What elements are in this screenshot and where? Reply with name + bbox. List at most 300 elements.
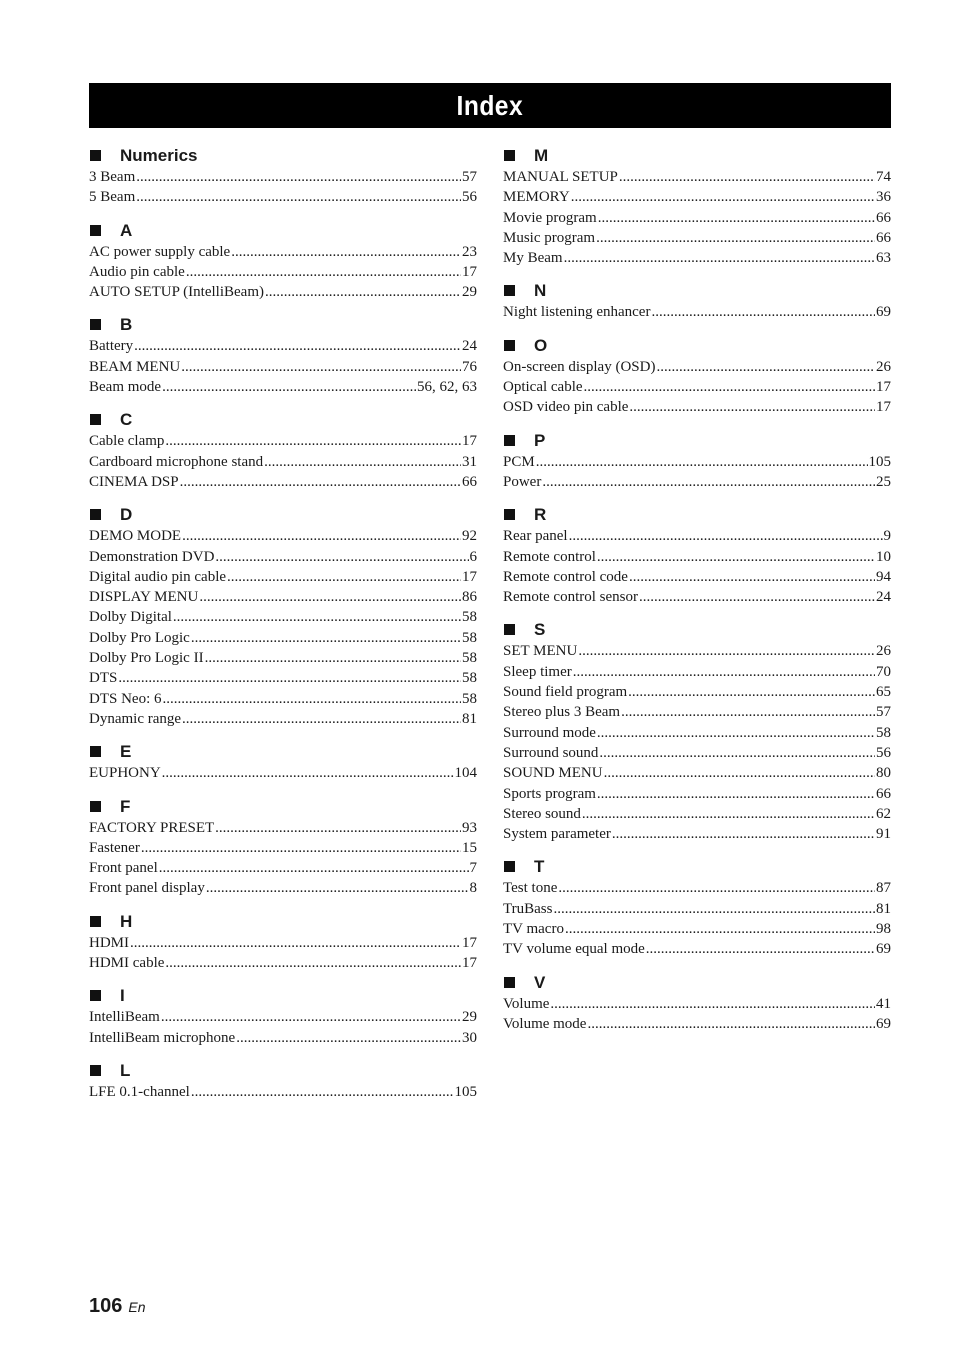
index-page-ref: 29 <box>462 1009 477 1026</box>
index-term: Sleep timer <box>503 663 572 680</box>
dot-leader <box>619 167 875 187</box>
index-section <box>89 1059 477 1102</box>
index-page-ref: 57 <box>876 704 891 721</box>
section-heading <box>89 910 477 933</box>
square-bullet-icon <box>504 977 515 988</box>
dot-leader <box>265 282 461 302</box>
dot-leader <box>628 682 875 702</box>
index-term: DEMO MODE <box>89 528 182 545</box>
dot-leader <box>646 939 875 959</box>
index-entry <box>503 641 891 661</box>
index-section <box>503 618 891 844</box>
square-bullet-icon <box>90 1065 101 1076</box>
index-page-ref: 9 <box>883 528 891 545</box>
index-term: TV macro <box>503 921 564 938</box>
index-page-ref: 69 <box>876 1015 891 1032</box>
index-term: Cardboard microphone stand <box>89 453 264 470</box>
index-page-ref: 8 <box>469 880 477 897</box>
index-column-left <box>89 144 477 1113</box>
index-term: IntelliBeam <box>89 1009 160 1026</box>
section-heading-label: H <box>120 911 133 931</box>
index-entry <box>503 452 891 472</box>
dot-leader <box>584 377 875 397</box>
index-page-ref: 81 <box>462 710 477 727</box>
square-bullet-icon <box>90 509 101 520</box>
section-heading-label: F <box>120 796 131 816</box>
index-term: Volume <box>503 995 550 1012</box>
index-term: Cable clamp <box>89 433 165 450</box>
index-entry <box>89 377 477 397</box>
index-term: HDMI cable <box>89 955 165 972</box>
index-page-ref: 74 <box>876 169 891 185</box>
index-entry <box>89 336 477 356</box>
square-bullet-icon <box>504 340 515 351</box>
dot-leader <box>136 167 461 187</box>
dot-leader <box>191 628 461 648</box>
dot-leader <box>564 248 875 268</box>
page-number: 106 <box>89 1295 123 1317</box>
index-term: LFE 0.1-channel <box>89 1083 190 1100</box>
index-title-bar <box>89 83 891 128</box>
index-entry <box>89 547 477 567</box>
index-entry <box>503 567 891 587</box>
index-entry <box>89 567 477 587</box>
index-page-ref: 58 <box>462 650 477 667</box>
index-page-ref: 57 <box>462 169 477 185</box>
index-term: DTS Neo: 6 <box>89 690 162 707</box>
language-code: En <box>128 1299 146 1315</box>
index-page-ref: 30 <box>462 1029 477 1046</box>
index-entry <box>503 208 891 228</box>
index-entry <box>89 648 477 668</box>
index-section <box>89 503 477 729</box>
index-entry <box>89 431 477 451</box>
section-heading <box>89 219 477 242</box>
index-page-ref: 17 <box>876 379 891 396</box>
index-term: Rear panel <box>503 528 568 545</box>
index-entry <box>503 662 891 682</box>
section-heading <box>89 795 477 818</box>
index-page-ref: 105 <box>868 453 891 470</box>
section-heading <box>503 503 891 526</box>
square-bullet-icon <box>90 225 101 236</box>
section-heading <box>89 144 477 167</box>
dot-leader <box>639 587 875 607</box>
index-entry <box>503 878 891 898</box>
index-entry <box>89 858 477 878</box>
dot-leader <box>215 818 461 838</box>
index-entry <box>89 472 477 492</box>
dot-leader <box>604 763 875 783</box>
index-entry <box>503 899 891 919</box>
dot-leader <box>161 1007 461 1027</box>
index-entry <box>503 682 891 702</box>
index-term: Volume mode <box>503 1015 587 1032</box>
index-page-ref: 56 <box>876 744 891 761</box>
index-page-ref: 56 <box>462 189 477 206</box>
dot-leader <box>215 547 468 567</box>
section-heading <box>89 1059 477 1082</box>
index-term: Sound field program <box>503 684 628 701</box>
index-section <box>89 984 477 1048</box>
index-term: EUPHONY <box>89 765 161 782</box>
index-page-ref: 87 <box>876 880 891 897</box>
index-section <box>89 740 477 783</box>
dot-leader <box>191 1082 454 1102</box>
index-term: Remote control sensor <box>503 589 638 606</box>
index-term: TruBass <box>503 900 553 917</box>
dot-leader <box>136 187 461 207</box>
index-term: FACTORY PRESET <box>89 819 215 836</box>
section-heading-label: D <box>120 505 133 525</box>
index-entry <box>503 547 891 567</box>
index-term: Dolby Pro Logic II <box>89 650 204 667</box>
index-page-ref: 17 <box>462 568 477 585</box>
index-term: System parameter <box>503 826 611 843</box>
index-section <box>503 971 891 1035</box>
index-page-ref: 36 <box>876 189 891 206</box>
index-term: Digital audio pin cable <box>89 568 227 585</box>
index-entry <box>89 689 477 709</box>
index-entry <box>89 1007 477 1027</box>
index-entry <box>89 526 477 546</box>
index-page-ref: 17 <box>462 934 477 951</box>
section-heading-label: T <box>534 857 545 877</box>
index-entry <box>89 628 477 648</box>
dot-leader <box>651 302 875 322</box>
dot-leader <box>159 858 469 878</box>
index-term: Audio pin cable <box>89 263 185 280</box>
index-entry <box>503 377 891 397</box>
square-bullet-icon <box>90 990 101 1001</box>
index-term: Fastener <box>89 839 140 856</box>
square-bullet-icon <box>504 150 515 161</box>
dot-leader <box>231 242 461 262</box>
section-heading <box>503 971 891 994</box>
index-section <box>503 334 891 418</box>
dot-leader <box>264 452 461 472</box>
index-term: Dolby Digital <box>89 609 172 626</box>
index-page-ref: 26 <box>876 358 891 375</box>
square-bullet-icon <box>504 624 515 635</box>
index-entry <box>503 784 891 804</box>
index-term: SOUND MENU <box>503 765 603 782</box>
index-entry <box>503 1014 891 1034</box>
index-entry <box>503 302 891 322</box>
index-page-ref: 58 <box>462 690 477 707</box>
index-page-ref: 80 <box>876 765 891 782</box>
index-page-ref: 58 <box>462 609 477 626</box>
index-entry <box>89 452 477 472</box>
index-entry <box>503 587 891 607</box>
index-term: Remote control code <box>503 568 628 585</box>
index-term: Dynamic range <box>89 710 182 727</box>
dot-leader <box>134 336 461 356</box>
index-term: Optical cable <box>503 379 583 396</box>
index-entry <box>89 838 477 858</box>
index-page-ref: 29 <box>462 284 477 301</box>
index-term: DTS <box>89 670 118 687</box>
dot-leader <box>227 567 461 587</box>
dot-leader <box>542 472 875 492</box>
index-term: Music program <box>503 229 596 246</box>
index-section <box>89 408 477 492</box>
index-page-ref: 26 <box>876 643 891 660</box>
index-section <box>89 144 477 208</box>
dot-leader <box>180 472 461 492</box>
section-heading-label: O <box>534 335 548 355</box>
section-heading <box>89 313 477 336</box>
square-bullet-icon <box>504 509 515 520</box>
index-section <box>503 144 891 268</box>
dot-leader <box>205 648 461 668</box>
index-term: Power <box>503 473 542 490</box>
index-term: Sports program <box>503 785 596 802</box>
index-entry <box>503 248 891 268</box>
dot-leader <box>597 784 875 804</box>
index-page-ref: 23 <box>462 243 477 260</box>
index-entry <box>503 824 891 844</box>
index-entry <box>89 953 477 973</box>
index-term: PCM <box>503 453 535 470</box>
index-section <box>503 279 891 322</box>
index-section <box>89 313 477 397</box>
index-section <box>89 219 477 303</box>
index-page-ref: 76 <box>462 358 477 375</box>
index-page-ref: 41 <box>876 995 891 1012</box>
index-page-ref: 69 <box>876 304 891 321</box>
index-entry <box>89 818 477 838</box>
index-page-ref: 66 <box>876 209 891 226</box>
section-heading-label: S <box>534 620 546 640</box>
index-term: 3 Beam <box>89 169 136 185</box>
index-term: Stereo plus 3 Beam <box>503 704 621 721</box>
page-footer <box>89 1295 146 1318</box>
dot-leader <box>182 526 461 546</box>
index-term: Surround mode <box>503 724 596 741</box>
dot-leader <box>163 689 462 709</box>
index-term: TV volume equal mode <box>503 941 645 958</box>
index-entry <box>89 709 477 729</box>
index-page-ref: 17 <box>462 263 477 280</box>
dot-leader <box>165 431 461 451</box>
index-entry <box>503 723 891 743</box>
index-term: IntelliBeam microphone <box>89 1029 236 1046</box>
index-entry <box>503 994 891 1014</box>
section-heading-label: N <box>534 281 547 301</box>
index-term: SET MENU <box>503 643 578 660</box>
dot-leader <box>569 526 883 546</box>
section-heading-label: M <box>534 146 549 165</box>
index-term: Beam mode <box>89 379 162 396</box>
square-bullet-icon <box>90 916 101 927</box>
page-title: Index <box>456 89 524 121</box>
dot-leader <box>612 824 875 844</box>
index-page-ref: 24 <box>876 589 891 606</box>
index-term: Test tone <box>503 880 558 897</box>
index-entry <box>89 1082 477 1102</box>
dot-leader <box>118 668 461 688</box>
dot-leader <box>598 208 875 228</box>
index-entry <box>89 357 477 377</box>
dot-leader <box>536 452 868 472</box>
dot-leader <box>599 743 875 763</box>
index-page-ref: 93 <box>462 819 477 836</box>
section-heading <box>503 279 891 302</box>
index-section <box>89 910 477 974</box>
index-page-ref: 65 <box>876 684 891 701</box>
index-section <box>503 855 891 959</box>
dot-leader <box>173 607 461 627</box>
index-entry <box>89 878 477 898</box>
index-page-ref: 66 <box>876 785 891 802</box>
index-entry <box>89 262 477 282</box>
index-page-ref: 10 <box>876 548 891 565</box>
index-term: BEAM MENU <box>89 358 181 375</box>
index-entry <box>89 587 477 607</box>
dot-leader <box>578 641 875 661</box>
section-heading <box>503 144 891 167</box>
index-entry <box>89 282 477 302</box>
section-heading-label: B <box>120 315 133 335</box>
section-heading <box>89 740 477 763</box>
index-page-ref: 17 <box>876 399 891 416</box>
dot-leader <box>571 187 875 207</box>
section-heading <box>503 334 891 357</box>
index-term: Movie program <box>503 209 597 226</box>
dot-leader <box>182 709 461 729</box>
index-page-ref: 58 <box>462 670 477 687</box>
index-term: My Beam <box>503 250 563 267</box>
index-entry <box>503 919 891 939</box>
index-term: On-screen display (OSD) <box>503 358 656 375</box>
index-page-ref: 66 <box>876 229 891 246</box>
index-term: HDMI <box>89 934 129 951</box>
index-term: Demonstration DVD <box>89 548 215 565</box>
index-section <box>503 429 891 493</box>
index-term: Surround sound <box>503 744 599 761</box>
index-entry <box>89 933 477 953</box>
index-term: OSD video pin cable <box>503 399 629 416</box>
section-heading <box>89 408 477 431</box>
index-entry <box>89 242 477 262</box>
square-bullet-icon <box>90 414 101 425</box>
dot-leader <box>162 377 416 397</box>
index-page-ref: 98 <box>876 921 891 938</box>
section-heading-label: E <box>120 742 132 762</box>
section-heading <box>89 503 477 526</box>
index-entry <box>503 357 891 377</box>
index-entry <box>503 526 891 546</box>
square-bullet-icon <box>504 435 515 446</box>
index-term: CINEMA DSP <box>89 473 179 490</box>
dot-leader <box>629 567 875 587</box>
section-heading-label: P <box>534 430 546 450</box>
square-bullet-icon <box>90 746 101 757</box>
index-section <box>503 503 891 607</box>
section-heading-label: R <box>534 505 547 525</box>
index-entry <box>503 187 891 207</box>
index-entry <box>503 228 891 248</box>
index-page-ref: 56, 62, 63 <box>417 379 477 396</box>
index-entry <box>503 472 891 492</box>
index-page-ref: 94 <box>876 568 891 585</box>
dot-leader <box>206 878 469 898</box>
index-entry <box>89 607 477 627</box>
dot-leader <box>162 763 454 783</box>
index-entry <box>89 167 477 187</box>
dot-leader <box>582 804 875 824</box>
dot-leader <box>130 933 461 953</box>
section-heading <box>503 618 891 641</box>
index-page-ref: 86 <box>462 589 477 606</box>
dot-leader <box>553 899 875 919</box>
section-heading-label: A <box>120 220 133 240</box>
dot-leader <box>596 228 875 248</box>
index-term: MANUAL SETUP <box>503 169 618 185</box>
section-heading <box>89 984 477 1007</box>
index-page-ref: 25 <box>876 473 891 490</box>
section-heading-label: I <box>120 986 125 1006</box>
index-term: Remote control <box>503 548 596 565</box>
index-page-ref: 81 <box>876 900 891 917</box>
index-term: 5 Beam <box>89 189 136 206</box>
index-page-ref: 31 <box>462 453 477 470</box>
index-entry <box>89 763 477 783</box>
dot-leader <box>597 547 875 567</box>
dot-leader <box>656 357 875 377</box>
dot-leader <box>236 1028 461 1048</box>
index-page-ref: 6 <box>469 548 477 565</box>
section-heading-label: C <box>120 410 133 430</box>
dot-leader <box>587 1014 875 1034</box>
index-term: DISPLAY MENU <box>89 589 199 606</box>
square-bullet-icon <box>504 285 515 296</box>
section-heading-label: L <box>120 1060 131 1080</box>
square-bullet-icon <box>90 150 101 161</box>
index-page-ref: 70 <box>876 663 891 680</box>
dot-leader <box>181 357 461 377</box>
index-page-ref: 7 <box>469 860 477 877</box>
dot-leader <box>186 262 461 282</box>
index-term: AUTO SETUP (IntelliBeam) <box>89 284 264 301</box>
dot-leader <box>550 994 875 1014</box>
section-heading-label: V <box>534 972 546 992</box>
index-page-ref: 69 <box>876 941 891 958</box>
index-entry <box>89 668 477 688</box>
index-page-ref: 17 <box>462 955 477 972</box>
index-page-ref: 24 <box>462 338 477 355</box>
index-entry <box>503 702 891 722</box>
dot-leader <box>629 397 875 417</box>
index-entry <box>89 187 477 207</box>
index-entry <box>503 763 891 783</box>
index-page-ref: 58 <box>462 629 477 646</box>
index-column-right <box>503 144 891 1045</box>
dot-leader <box>621 702 875 722</box>
index-term: Battery <box>89 338 134 355</box>
index-entry <box>89 1028 477 1048</box>
index-entry <box>503 939 891 959</box>
index-term: Front panel <box>89 860 158 877</box>
index-term: MEMORY <box>503 189 570 206</box>
section-heading <box>503 855 891 878</box>
index-entry <box>503 804 891 824</box>
index-term: Stereo sound <box>503 805 581 822</box>
index-page-ref: 58 <box>876 724 891 741</box>
index-page-ref: 62 <box>876 805 891 822</box>
index-page-ref: 105 <box>454 1083 477 1100</box>
